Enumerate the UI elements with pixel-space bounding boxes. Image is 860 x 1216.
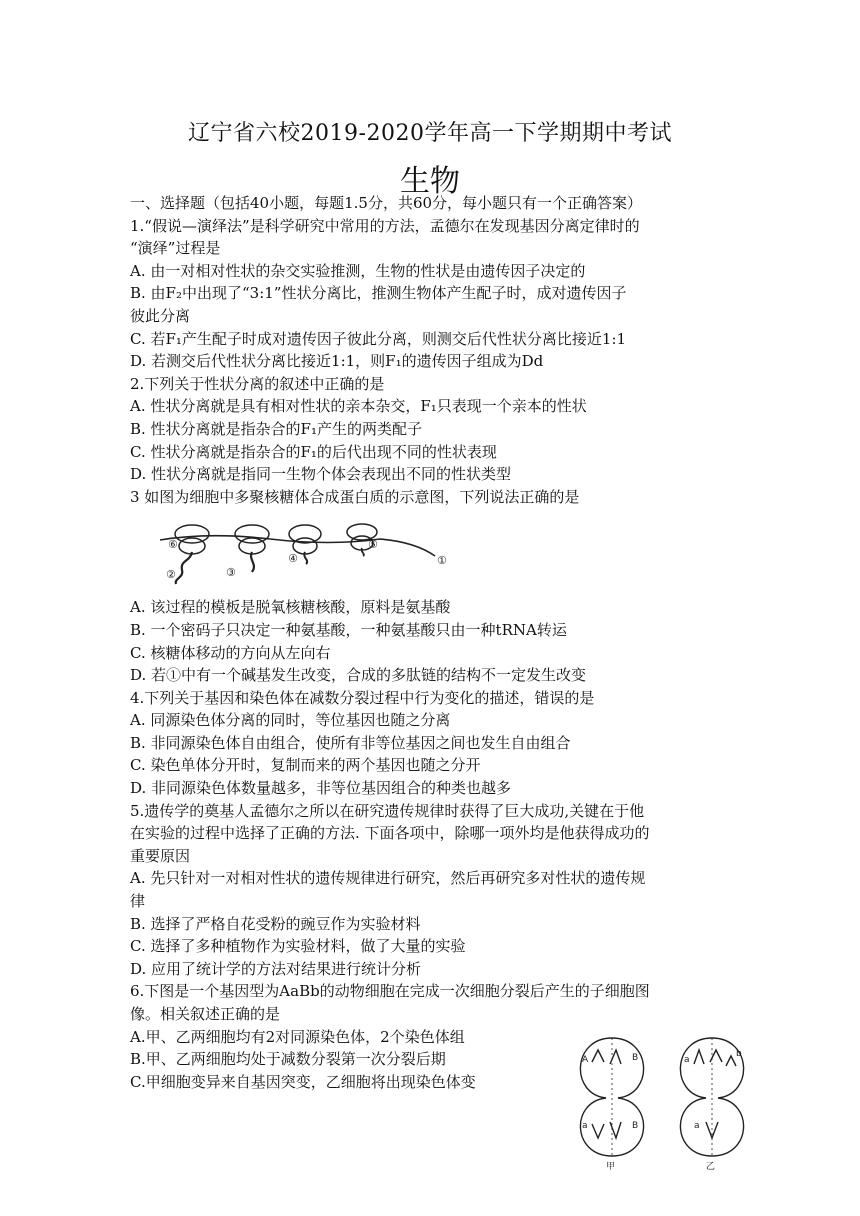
- figure-label-6: ⑥: [168, 538, 178, 552]
- gene-label-left-3: a: [582, 1120, 588, 1131]
- gene-label-right-3: a: [694, 1120, 700, 1131]
- question-2-stem: 2.下列关于性状分离的叙述中正确的是: [130, 374, 385, 393]
- question-2-option-a: A. 性状分离就是具有相对性状的亲本杂交，F₁只表现一个亲本的性状: [130, 397, 587, 416]
- question-1-option-c: C. 若F₁产生配子时成对遗传因子彼此分离，则测交后代性状分离比接近1:1: [130, 329, 627, 348]
- question-2-option-b: B. 性状分离就是指杂合的F₁产生的两类配子: [130, 419, 422, 438]
- question-3-option-a: A. 该过程的模板是脱氧核糖核酸，原料是氨基酸: [130, 598, 451, 617]
- question-2-option-d: D. 性状分离就是指同一生物个体会表现出不同的性状类型: [130, 465, 512, 484]
- ribosome-1-small: [179, 538, 205, 554]
- gene-label-left-4: B: [632, 1120, 639, 1131]
- figure-label-5: ⑤: [368, 538, 378, 552]
- question-3-option-d: D. 若①中有一个碱基发生改变，合成的多肽链的结构不一定发生改变: [130, 666, 587, 685]
- question-4-option-d: D. 非同源染色体数量越多，非等位基因组合的种类也越多: [130, 779, 512, 798]
- figure-label-1: ①: [437, 554, 447, 568]
- cell-label-left: 甲: [606, 1161, 616, 1172]
- ribosome-2-small: [239, 538, 265, 554]
- ribosome-1: [175, 525, 209, 543]
- question-4-stem: 4.下列关于基因和染色体在减数分裂过程中行为变化的描述，错误的是: [130, 688, 595, 707]
- polypeptide-mid: [251, 552, 254, 572]
- question-list: [130, 192, 742, 1172]
- gene-label-left-1: A: [582, 1054, 589, 1065]
- figure-label-3: ③: [226, 566, 236, 580]
- question-1-option-d: D. 若测交后代性状分离比接近1:1，则F₁的遗传因子组成为Dd: [130, 352, 544, 371]
- question-1-option-b: B. 由F₂中出现了“3:1”性状分离比，推测生物体产生配子时，成对遗传因子: [130, 284, 627, 303]
- cell-label-right: 乙: [706, 1161, 716, 1172]
- question-1-stem-line-1: 1.“假说—演绎法”是科学研究中常用的方法，孟德尔在发现基因分离定律时的: [130, 216, 640, 235]
- question-1-stem-line-2: “演绎”过程是: [130, 239, 221, 258]
- question-6-option-c: C.甲细胞变异来自基因突变，乙细胞将出现染色体变: [130, 1072, 476, 1091]
- question-6-body: [130, 1026, 742, 1172]
- question-6-stem-line-2: 像。相关叙述正确的是: [130, 1005, 281, 1023]
- question-5-stem-line-3: 重要原因: [130, 846, 191, 865]
- question-6-stem-line-1: 6.下图是一个基因型为AaBb的动物细胞在完成一次细胞分裂后产生的子细胞图: [130, 982, 650, 1001]
- subject-title: 生物: [400, 164, 460, 199]
- question-5-option-a-cont: 律: [130, 892, 146, 911]
- question-2-option-c: C. 性状分离就是指杂合的F₁的后代出现不同的性状表现: [130, 442, 497, 461]
- question-3-option-c: C. 核糖体移动的方向从左向右: [130, 643, 331, 662]
- ribosome-3: [289, 525, 321, 543]
- question-6-option-a: A.甲、乙两细胞均有2对同源染色体，2个染色体组: [130, 1027, 465, 1046]
- question-5-stem-line-1: 5.遗传学的奠基人孟德尔之所以在研究遗传规律时获得了巨大成功,关键在于他: [130, 801, 645, 820]
- question-4-option-b: B. 非同源染色体自由组合，使所有非等位基因之间也发生自由组合: [130, 733, 571, 752]
- question-4-option-a: A. 同源染色体分离的同时，等位基因也随之分离: [130, 711, 451, 730]
- question-1-option-a: A. 由一对相对性状的杂交实验推测，生物的性状是由遗传因子决定的: [130, 261, 586, 280]
- gene-label-right-1: a: [684, 1054, 690, 1065]
- section-heading: 一、选择题（包括40小题，每题1.5分，共60分，每小题只有一个正确答案）: [130, 194, 643, 212]
- question-1-option-b-cont: 彼此分离: [130, 306, 191, 325]
- question-5-option-b: B. 选择了严格自花受粉的豌豆作为实验材料: [130, 914, 421, 933]
- question-4-option-c: C. 染色单体分开时，复制而来的两个基因也随之分开: [130, 756, 481, 775]
- question-5-option-c: C. 选择了多种植物作为实验材料，做了大量的实验: [130, 937, 466, 956]
- exam-title: 辽宁省六校2019-2020学年高一下学期期中考试: [188, 121, 672, 146]
- polyribosome-figure: [130, 512, 460, 592]
- ribosome-2: [235, 525, 269, 543]
- question-5-option-a: A. 先只针对一对相对性状的遗传规律进行研究，然后再研究多对性状的遗传规: [130, 869, 646, 888]
- question-3-stem: 3 如图为细胞中多聚核糖体合成蛋白质的示意图，下列说法正确的是: [130, 487, 580, 506]
- question-5-stem-line-2: 在实验的过程中选择了正确的方法. 下面各项中，除哪一项外均是他获得成功的: [130, 824, 650, 843]
- gene-label-left-2: B: [632, 1052, 639, 1063]
- polypeptide-long: [176, 552, 192, 584]
- question-3-option-b: B. 一个密码子只决定一种氨基酸，一种氨基酸只由一种tRNA转运: [130, 620, 567, 639]
- question-6-option-b: B.甲、乙两细胞均处于减数分裂第一次分裂后期: [130, 1050, 446, 1069]
- cell-division-figure: [562, 1032, 762, 1172]
- figure-label-4: ④: [288, 552, 298, 566]
- figure-label-2: ②: [166, 568, 176, 582]
- question-5-option-d: D. 应用了统计学的方法对结果进行统计分析: [130, 959, 422, 978]
- gene-label-right-2: b: [736, 1048, 742, 1059]
